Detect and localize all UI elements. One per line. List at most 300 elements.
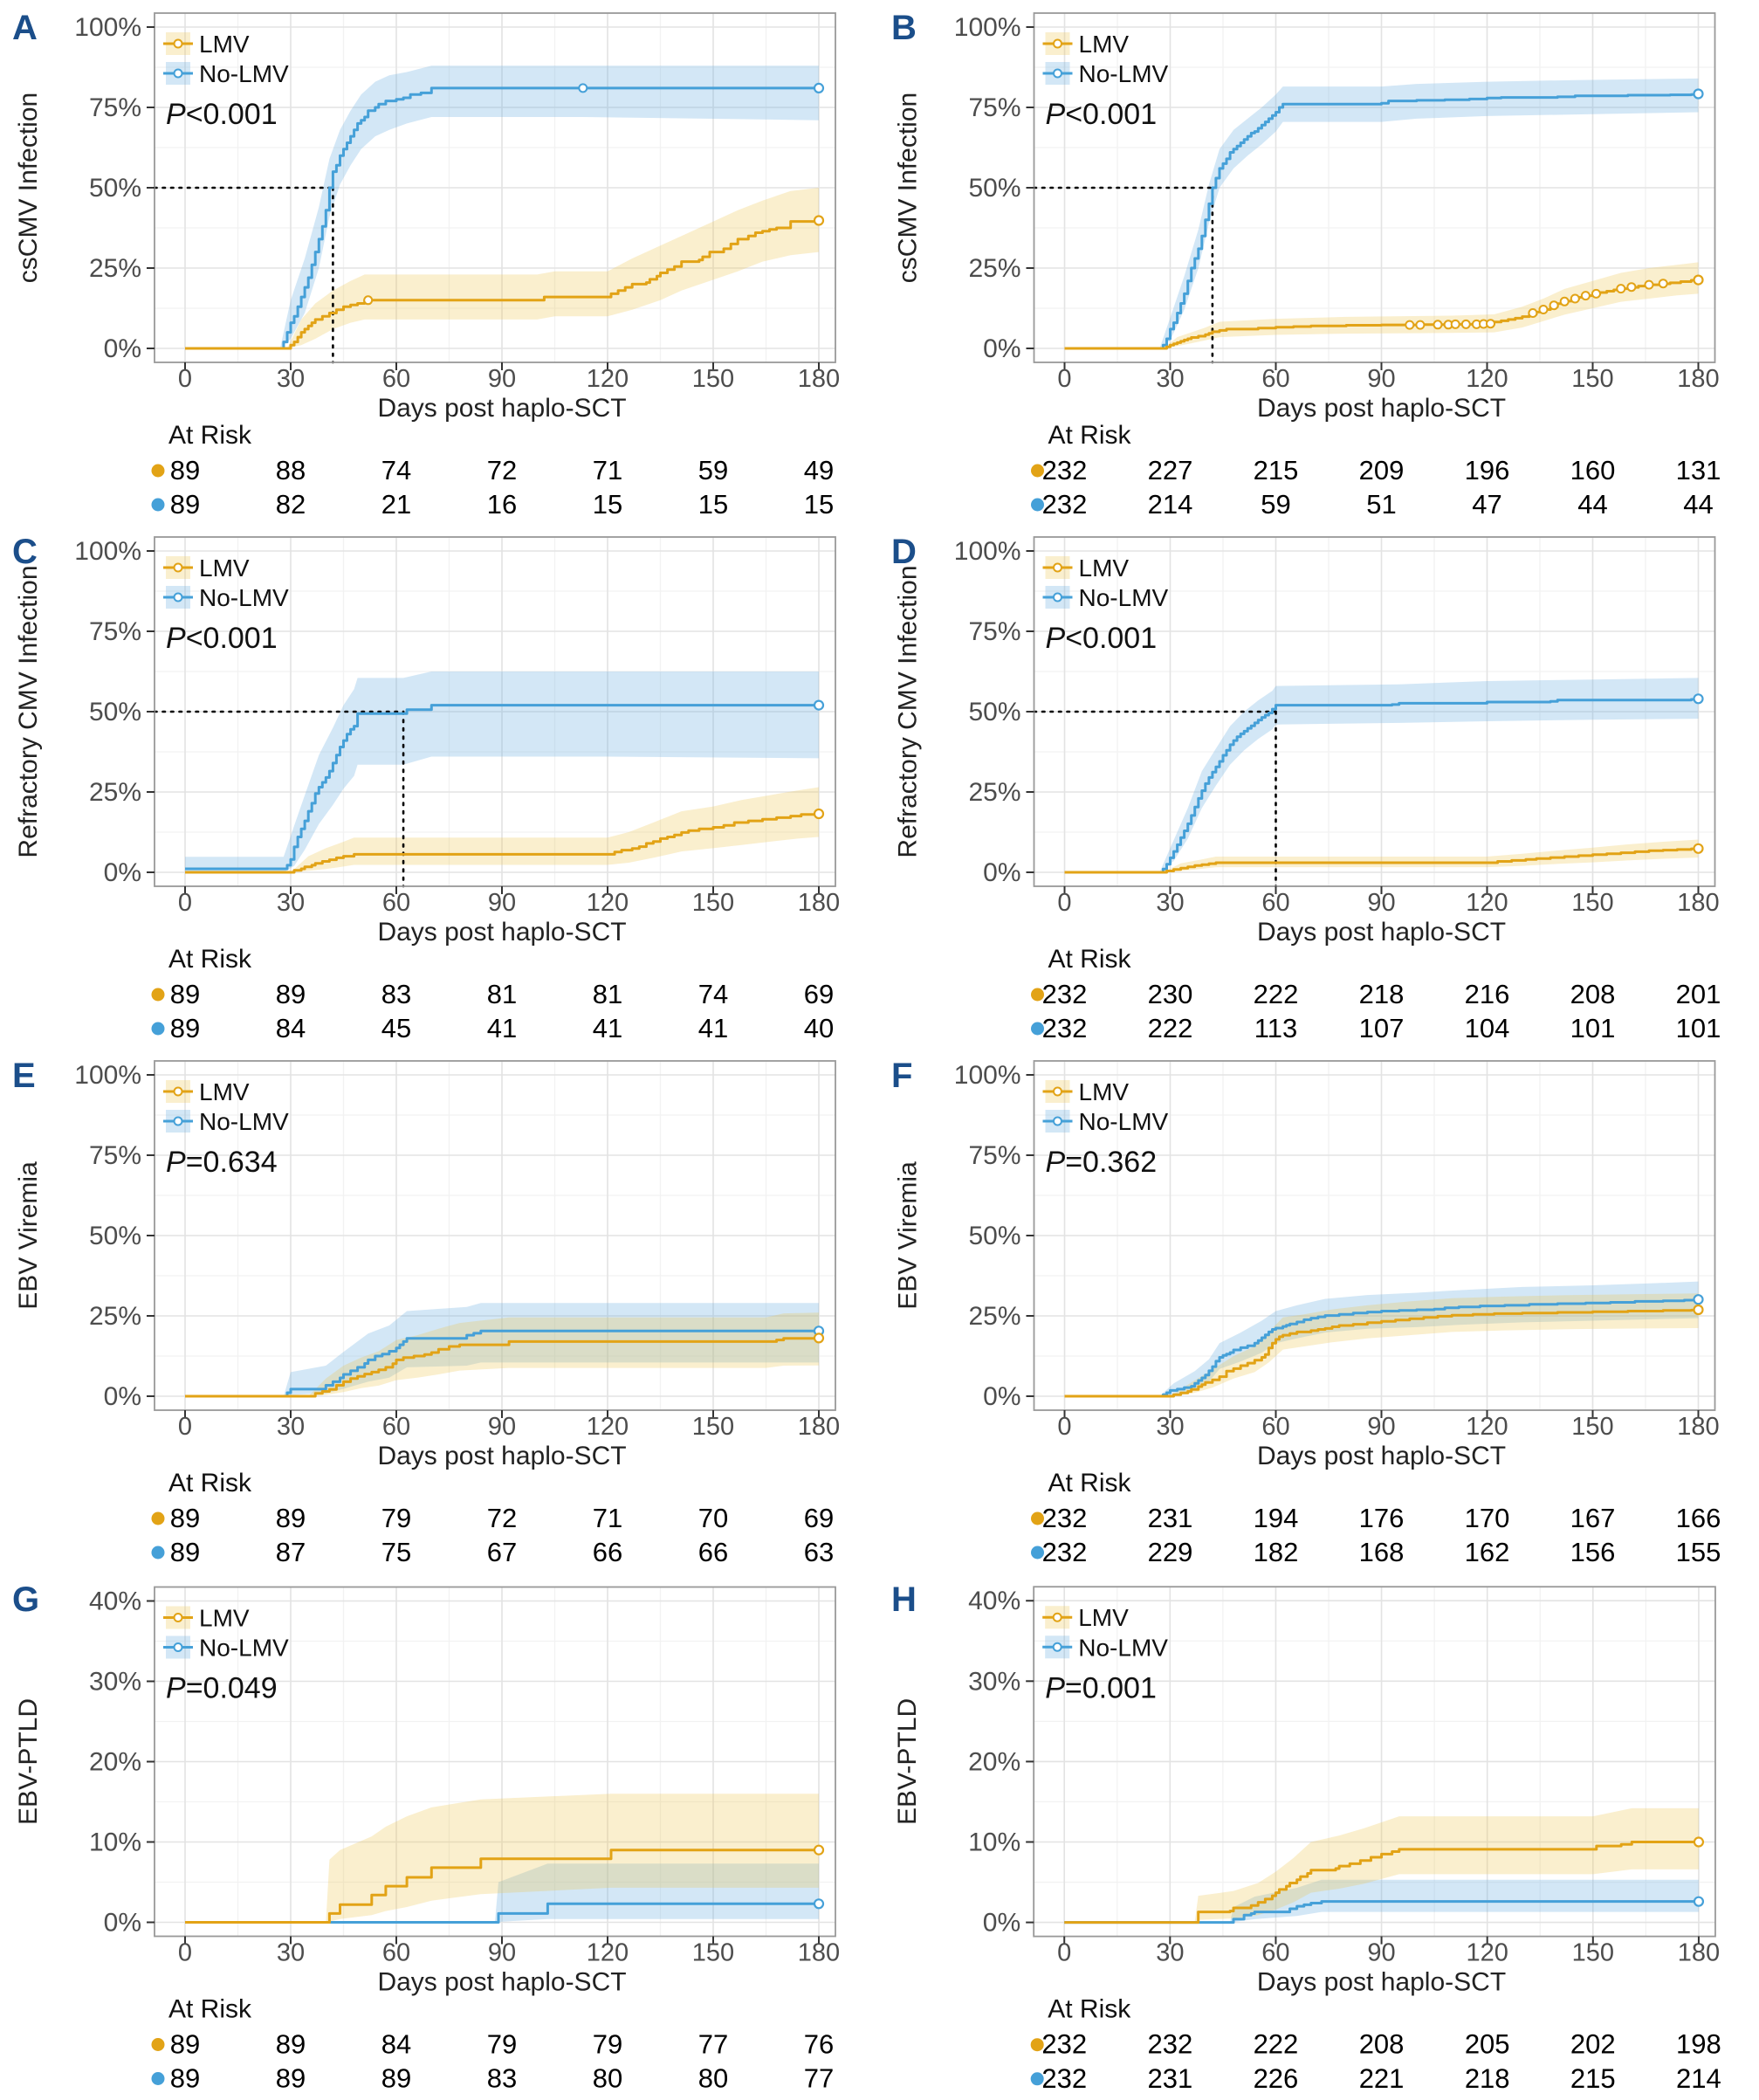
x-tick-label: 60	[381, 365, 411, 393]
y-tick-label: 0%	[983, 334, 1021, 363]
x-tick-label: 90	[487, 1938, 517, 1967]
at-risk-count-lmv: 71	[592, 1503, 623, 1533]
at-risk-count-no_lmv: 41	[486, 1013, 518, 1043]
at-risk-count-lmv: 83	[381, 979, 412, 1009]
panel-C-chart	[0, 524, 879, 1048]
end-marker-no_lmv	[814, 1899, 823, 1908]
at-risk-count-lmv: 89	[275, 2028, 306, 2060]
legend-marker-lmv	[175, 40, 182, 48]
censor-mark-lmv	[1462, 320, 1470, 328]
at-risk-count-lmv: 198	[1676, 2028, 1721, 2060]
at-risk-dot-lmv	[152, 988, 165, 1002]
censor-mark-lmv	[1452, 320, 1460, 328]
legend-label-no_lmv: No-LMV	[1078, 1634, 1168, 1662]
x-tick-label: 150	[1571, 1413, 1614, 1441]
end-marker-lmv	[1694, 844, 1703, 853]
censor-mark-lmv	[1405, 321, 1413, 329]
at-risk-count-lmv: 89	[169, 979, 201, 1009]
y-tick-label: 0%	[103, 334, 141, 363]
at-risk-count-lmv: 232	[1041, 1503, 1088, 1533]
at-risk-count-lmv: 167	[1570, 1503, 1616, 1533]
y-tick-label: 30%	[968, 1667, 1021, 1697]
legend-marker-no_lmv	[175, 594, 182, 602]
panel-letter-F: F	[891, 1057, 913, 1095]
panel-D-chart	[879, 524, 1759, 1048]
x-tick-label: 60	[1261, 365, 1290, 393]
y-tick-label: 100%	[74, 537, 141, 566]
at-risk-count-lmv: 89	[169, 1503, 201, 1533]
end-marker-no_lmv	[1694, 1897, 1703, 1906]
legend-label-no_lmv: No-LMV	[199, 1634, 289, 1662]
at-risk-count-lmv: 194	[1253, 1503, 1299, 1533]
legend-label-no_lmv: No-LMV	[1078, 1108, 1169, 1135]
y-axis-title: EBV-PTLD	[14, 1697, 43, 1826]
x-tick-label: 60	[381, 1938, 411, 1967]
at-risk-count-lmv: 74	[381, 455, 412, 485]
x-axis-title: Days post haplo-SCT	[377, 394, 627, 423]
at-risk-count-lmv: 70	[697, 1503, 729, 1533]
at-risk-count-no_lmv: 47	[1472, 489, 1502, 520]
y-tick-label: 10%	[88, 1828, 141, 1857]
panel-H	[879, 1572, 1759, 2100]
y-axis-title: Refractory CMV Infection	[14, 565, 43, 858]
at-risk-count-lmv: 71	[592, 455, 623, 485]
at-risk-count-no_lmv: 182	[1253, 1537, 1299, 1567]
x-tick-label: 150	[691, 1413, 735, 1441]
y-tick-label: 0%	[103, 1908, 141, 1938]
at-risk-label: At Risk	[168, 945, 252, 974]
legend-label-lmv: LMV	[199, 1078, 250, 1105]
x-tick-label: 150	[1571, 889, 1614, 917]
at-risk-count-no_lmv: 168	[1358, 1537, 1405, 1567]
x-tick-label: 180	[797, 1413, 841, 1441]
at-risk-count-lmv: 231	[1147, 1503, 1193, 1533]
x-tick-label: 30	[276, 1413, 306, 1441]
end-marker-lmv	[814, 1333, 823, 1342]
at-risk-count-no_lmv: 77	[803, 2062, 835, 2094]
censor-mark-lmv	[1582, 292, 1590, 300]
at-risk-count-no_lmv: 89	[169, 2062, 201, 2094]
legend-marker-no_lmv	[1054, 594, 1062, 602]
at-risk-count-lmv: 230	[1147, 979, 1193, 1009]
x-tick-label: 60	[381, 889, 411, 917]
legend-label-lmv: LMV	[199, 1604, 250, 1632]
panel-G-chart	[0, 1572, 879, 2100]
y-tick-label: 40%	[968, 1587, 1021, 1616]
at-risk-label: At Risk	[168, 421, 252, 450]
at-risk-count-no_lmv: 232	[1041, 489, 1088, 520]
y-tick-label: 100%	[953, 13, 1021, 42]
at-risk-count-no_lmv: 214	[1147, 489, 1193, 520]
at-risk-count-no_lmv: 89	[169, 1013, 201, 1043]
at-risk-count-no_lmv: 44	[1683, 489, 1714, 520]
censor-mark-lmv	[1617, 285, 1625, 293]
panel-E-chart	[0, 1048, 879, 1572]
at-risk-count-no_lmv: 80	[697, 2062, 729, 2094]
p-value: P=0.049	[166, 1671, 278, 1705]
end-marker-lmv	[1694, 276, 1703, 285]
censor-mark-lmv	[1487, 320, 1494, 327]
x-tick-label: 0	[177, 365, 193, 393]
at-risk-count-no_lmv: 107	[1358, 1013, 1405, 1043]
y-axis-title: csCMV Infection	[14, 92, 43, 284]
at-risk-count-no_lmv: 89	[275, 2062, 306, 2094]
censor-mark-lmv	[1646, 281, 1653, 289]
at-risk-count-no_lmv: 80	[592, 2062, 623, 2094]
at-risk-count-no_lmv: 66	[697, 1537, 729, 1567]
censor-mark-lmv	[1561, 298, 1569, 306]
legend-label-no_lmv: No-LMV	[199, 1108, 289, 1135]
at-risk-count-lmv: 222	[1253, 979, 1299, 1009]
at-risk-dot-no_lmv	[152, 1022, 165, 1036]
end-marker-lmv	[1694, 1305, 1703, 1314]
x-axis-title: Days post haplo-SCT	[377, 1442, 627, 1470]
at-risk-count-lmv: 205	[1464, 2028, 1510, 2060]
y-tick-label: 100%	[953, 537, 1021, 566]
at-risk-count-no_lmv: 221	[1358, 2062, 1405, 2094]
p-value: P<0.001	[166, 622, 278, 655]
legend-label-no_lmv: No-LMV	[199, 60, 289, 87]
at-risk-count-lmv: 72	[486, 1503, 518, 1533]
y-tick-label: 100%	[953, 1061, 1021, 1090]
x-tick-label: 30	[276, 889, 306, 917]
at-risk-label: At Risk	[1048, 945, 1131, 974]
at-risk-count-no_lmv: 231	[1147, 2062, 1193, 2094]
legend-marker-no_lmv	[1054, 1118, 1062, 1126]
x-tick-label: 180	[797, 1938, 841, 1967]
y-tick-label: 20%	[968, 1747, 1021, 1777]
at-risk-count-lmv: 81	[592, 979, 623, 1009]
at-risk-count-no_lmv: 104	[1464, 1013, 1510, 1043]
y-axis-title: Refractory CMV Infection	[893, 565, 923, 858]
x-tick-label: 90	[1367, 365, 1396, 393]
at-risk-count-lmv: 202	[1570, 2028, 1616, 2060]
x-tick-label: 90	[1367, 1413, 1396, 1441]
x-tick-label: 30	[1156, 1938, 1185, 1967]
at-risk-count-no_lmv: 155	[1675, 1537, 1721, 1567]
x-tick-label: 90	[487, 889, 517, 917]
at-risk-count-no_lmv: 44	[1577, 489, 1608, 520]
y-tick-label: 0%	[103, 1382, 141, 1411]
end-marker-no_lmv	[814, 701, 823, 710]
at-risk-count-no_lmv: 218	[1464, 2062, 1510, 2094]
x-tick-label: 0	[177, 1938, 193, 1967]
at-risk-count-lmv: 232	[1147, 2028, 1193, 2060]
x-tick-label: 30	[1156, 889, 1185, 917]
panel-F-chart	[879, 1048, 1759, 1572]
at-risk-label: At Risk	[1048, 1469, 1131, 1498]
at-risk-count-lmv: 131	[1675, 455, 1721, 485]
x-tick-label: 30	[276, 1938, 306, 1967]
at-risk-count-no_lmv: 41	[592, 1013, 623, 1043]
x-tick-label: 180	[797, 889, 841, 917]
legend-label-lmv: LMV	[199, 554, 250, 582]
end-marker-no_lmv	[814, 84, 823, 93]
panel-H-chart	[879, 1572, 1759, 2100]
y-tick-label: 75%	[88, 93, 141, 122]
panel-D	[879, 524, 1759, 1048]
at-risk-count-lmv: 59	[697, 455, 729, 485]
y-tick-label: 0%	[983, 858, 1021, 887]
x-tick-label: 0	[177, 1413, 193, 1441]
at-risk-label: At Risk	[168, 1469, 252, 1498]
y-tick-label: 10%	[968, 1828, 1021, 1857]
panel-C	[0, 524, 879, 1048]
censor-mark-lmv	[1434, 320, 1442, 328]
ci-band-lmv	[1163, 262, 1698, 348]
at-risk-count-lmv: 79	[486, 2028, 518, 2060]
at-risk-count-no_lmv: 89	[381, 2062, 412, 2094]
x-tick-label: 150	[1571, 365, 1614, 393]
x-tick-label: 0	[177, 889, 193, 917]
ci-band-no_lmv	[1159, 678, 1698, 872]
legend-marker-no_lmv	[175, 1118, 182, 1126]
panel-A-chart	[0, 0, 879, 524]
x-tick-label: 60	[1261, 889, 1290, 917]
at-risk-count-no_lmv: 226	[1253, 2062, 1299, 2094]
panel-F	[879, 1048, 1759, 1572]
y-tick-label: 30%	[88, 1667, 141, 1697]
at-risk-count-lmv: 208	[1570, 979, 1616, 1009]
y-tick-label: 75%	[88, 1141, 141, 1170]
at-risk-count-no_lmv: 215	[1570, 2062, 1616, 2094]
at-risk-count-lmv: 81	[486, 979, 518, 1009]
legend-label-lmv: LMV	[1078, 1604, 1129, 1632]
x-tick-label: 0	[1057, 365, 1072, 393]
legend-marker-no_lmv	[175, 1643, 182, 1651]
at-risk-count-lmv: 222	[1253, 2028, 1299, 2060]
end-marker-no_lmv	[1694, 1295, 1703, 1304]
censor-mark-lmv	[1592, 290, 1600, 298]
at-risk-count-lmv: 89	[275, 979, 306, 1009]
x-tick-label: 90	[1367, 889, 1396, 917]
panel-letter-G: G	[12, 1580, 40, 1619]
end-marker-lmv	[814, 217, 823, 225]
legend-label-no_lmv: No-LMV	[1078, 60, 1169, 87]
at-risk-count-lmv: 215	[1253, 455, 1299, 485]
at-risk-count-lmv: 160	[1570, 455, 1616, 485]
at-risk-count-no_lmv: 113	[1254, 1013, 1298, 1043]
y-tick-label: 50%	[968, 698, 1021, 726]
at-risk-label: At Risk	[168, 1994, 252, 2024]
legend-label-lmv: LMV	[1078, 31, 1130, 58]
y-tick-label: 25%	[88, 254, 141, 283]
at-risk-count-no_lmv: 16	[486, 489, 518, 520]
x-axis-title: Days post haplo-SCT	[377, 918, 627, 947]
y-tick-label: 25%	[88, 778, 141, 807]
at-risk-count-no_lmv: 41	[697, 1013, 729, 1043]
x-tick-label: 30	[276, 365, 306, 393]
at-risk-count-no_lmv: 101	[1570, 1013, 1616, 1043]
at-risk-count-no_lmv: 51	[1366, 489, 1397, 520]
panel-B-chart	[879, 0, 1759, 524]
censor-mark-lmv	[1659, 279, 1667, 287]
x-tick-label: 150	[691, 889, 735, 917]
y-tick-label: 25%	[968, 254, 1021, 283]
y-tick-label: 25%	[968, 1302, 1021, 1331]
x-tick-label: 90	[487, 365, 517, 393]
at-risk-count-no_lmv: 232	[1041, 1013, 1088, 1043]
x-tick-label: 0	[1057, 1938, 1072, 1967]
x-tick-label: 180	[1677, 1413, 1720, 1441]
at-risk-count-lmv: 208	[1358, 2028, 1405, 2060]
censor-mark-lmv	[1627, 283, 1635, 291]
at-risk-count-no_lmv: 15	[803, 489, 835, 520]
x-tick-label: 0	[1057, 1413, 1072, 1441]
censor-mark-lmv	[1571, 295, 1579, 303]
x-tick-label: 150	[691, 365, 735, 393]
at-risk-count-no_lmv: 89	[169, 1537, 201, 1567]
at-risk-count-no_lmv: 214	[1676, 2062, 1721, 2094]
x-tick-label: 30	[1156, 1413, 1185, 1441]
y-tick-label: 50%	[88, 174, 141, 203]
at-risk-count-no_lmv: 82	[275, 489, 306, 520]
y-tick-label: 50%	[968, 174, 1021, 203]
at-risk-dot-no_lmv	[152, 1546, 165, 1560]
at-risk-count-no_lmv: 21	[381, 489, 412, 520]
at-risk-count-lmv: 166	[1675, 1503, 1721, 1533]
x-tick-label: 120	[1466, 1938, 1508, 1967]
y-tick-label: 0%	[103, 858, 141, 887]
panel-letter-B: B	[891, 9, 917, 47]
x-tick-label: 90	[487, 1413, 517, 1441]
at-risk-count-no_lmv: 87	[275, 1537, 306, 1567]
at-risk-count-lmv: 84	[381, 2028, 412, 2060]
y-tick-label: 75%	[968, 617, 1021, 646]
at-risk-count-no_lmv: 75	[381, 1537, 412, 1567]
censor-mark-no_lmv	[579, 84, 587, 92]
panel-G	[0, 1572, 879, 2100]
at-risk-count-lmv: 88	[275, 455, 306, 485]
at-risk-count-no_lmv: 15	[697, 489, 729, 520]
legend-label-lmv: LMV	[1078, 554, 1130, 582]
at-risk-count-no_lmv: 63	[803, 1537, 835, 1567]
p-value: P=0.362	[1045, 1146, 1158, 1179]
y-tick-label: 75%	[88, 617, 141, 646]
at-risk-count-lmv: 232	[1041, 979, 1088, 1009]
y-tick-label: 100%	[74, 13, 141, 42]
x-tick-label: 0	[1057, 889, 1072, 917]
end-marker-lmv	[814, 809, 823, 818]
x-tick-label: 60	[1261, 1413, 1290, 1441]
at-risk-count-lmv: 79	[592, 2028, 623, 2060]
y-tick-label: 50%	[88, 698, 141, 726]
at-risk-count-lmv: 76	[803, 2028, 835, 2060]
at-risk-count-no_lmv: 15	[592, 489, 623, 520]
p-value: P=0.001	[1045, 1671, 1157, 1705]
at-risk-dot-lmv	[152, 1512, 165, 1525]
censor-mark-lmv	[1550, 301, 1558, 309]
at-risk-label: At Risk	[1048, 1994, 1131, 2024]
panel-letter-E: E	[12, 1057, 36, 1095]
at-risk-count-no_lmv: 222	[1147, 1013, 1193, 1043]
panel-letter-C: C	[12, 533, 38, 571]
at-risk-count-lmv: 170	[1464, 1503, 1510, 1533]
x-tick-label: 120	[1466, 889, 1508, 917]
p-value: P<0.001	[166, 98, 278, 131]
censor-mark-lmv	[1540, 306, 1548, 313]
at-risk-count-lmv: 89	[169, 2028, 201, 2060]
at-risk-count-no_lmv: 45	[381, 1013, 412, 1043]
legend-label-lmv: LMV	[199, 31, 250, 58]
at-risk-count-no_lmv: 89	[169, 489, 201, 520]
at-risk-count-lmv: 216	[1464, 979, 1510, 1009]
x-tick-label: 120	[586, 1413, 629, 1441]
end-marker-no_lmv	[1694, 90, 1703, 99]
legend-marker-lmv	[175, 564, 182, 572]
at-risk-count-lmv: 176	[1358, 1503, 1405, 1533]
at-risk-count-no_lmv: 232	[1041, 1537, 1088, 1567]
y-axis-title: EBV Viremia	[893, 1161, 923, 1310]
x-axis-title: Days post haplo-SCT	[1256, 394, 1507, 423]
at-risk-count-no_lmv: 84	[275, 1013, 306, 1043]
x-tick-label: 120	[586, 365, 629, 393]
at-risk-dot-no_lmv	[152, 499, 165, 512]
panel-letter-D: D	[891, 533, 917, 571]
x-axis-title: Days post haplo-SCT	[1256, 1442, 1507, 1470]
legend-marker-lmv	[1054, 1088, 1062, 1096]
at-risk-count-lmv: 227	[1147, 455, 1193, 485]
censor-mark-lmv	[364, 296, 372, 304]
x-tick-label: 150	[1571, 1938, 1615, 1967]
x-tick-label: 120	[1466, 365, 1508, 393]
legend-marker-no_lmv	[1054, 70, 1062, 78]
y-tick-label: 20%	[88, 1747, 141, 1777]
x-tick-label: 120	[586, 889, 629, 917]
legend-marker-no_lmv	[175, 70, 182, 78]
censor-mark-lmv	[1416, 321, 1424, 329]
legend-marker-lmv	[1054, 40, 1062, 48]
at-risk-count-lmv: 77	[697, 2028, 729, 2060]
at-risk-count-no_lmv: 40	[803, 1013, 835, 1043]
legend-marker-lmv	[175, 1614, 182, 1621]
panel-E	[0, 1048, 879, 1572]
y-tick-label: 100%	[74, 1061, 141, 1090]
at-risk-count-lmv: 196	[1464, 455, 1510, 485]
at-risk-count-lmv: 69	[803, 979, 835, 1009]
x-axis-title: Days post haplo-SCT	[377, 1967, 627, 1997]
y-tick-label: 50%	[968, 1222, 1021, 1250]
panel-letter-A: A	[12, 9, 38, 47]
x-tick-label: 60	[381, 1413, 411, 1441]
x-tick-label: 60	[1261, 1938, 1290, 1967]
at-risk-count-no_lmv: 83	[486, 2062, 518, 2094]
at-risk-count-no_lmv: 67	[486, 1537, 518, 1567]
panel-letter-H: H	[891, 1580, 917, 1619]
ci-band-lmv	[1163, 840, 1698, 873]
y-tick-label: 25%	[88, 1302, 141, 1331]
legend-label-no_lmv: No-LMV	[1078, 584, 1169, 611]
y-axis-title: csCMV Infection	[893, 92, 923, 284]
at-risk-count-lmv: 218	[1358, 979, 1405, 1009]
y-tick-label: 25%	[968, 778, 1021, 807]
x-axis-title: Days post haplo-SCT	[1256, 1967, 1507, 1997]
at-risk-count-lmv: 49	[803, 455, 835, 485]
x-tick-label: 180	[1677, 365, 1720, 393]
end-marker-lmv	[1694, 1838, 1703, 1847]
y-tick-label: 75%	[968, 93, 1021, 122]
legend-marker-lmv	[175, 1088, 182, 1096]
legend-label-no_lmv: No-LMV	[199, 584, 289, 611]
x-tick-label: 120	[586, 1938, 629, 1967]
legend-marker-lmv	[1054, 1614, 1062, 1621]
y-tick-label: 50%	[88, 1222, 141, 1250]
at-risk-count-no_lmv: 156	[1570, 1537, 1616, 1567]
y-tick-label: 40%	[88, 1587, 141, 1616]
at-risk-count-no_lmv: 232	[1041, 2062, 1088, 2094]
panel-A	[0, 0, 879, 524]
at-risk-dot-lmv	[152, 465, 165, 478]
